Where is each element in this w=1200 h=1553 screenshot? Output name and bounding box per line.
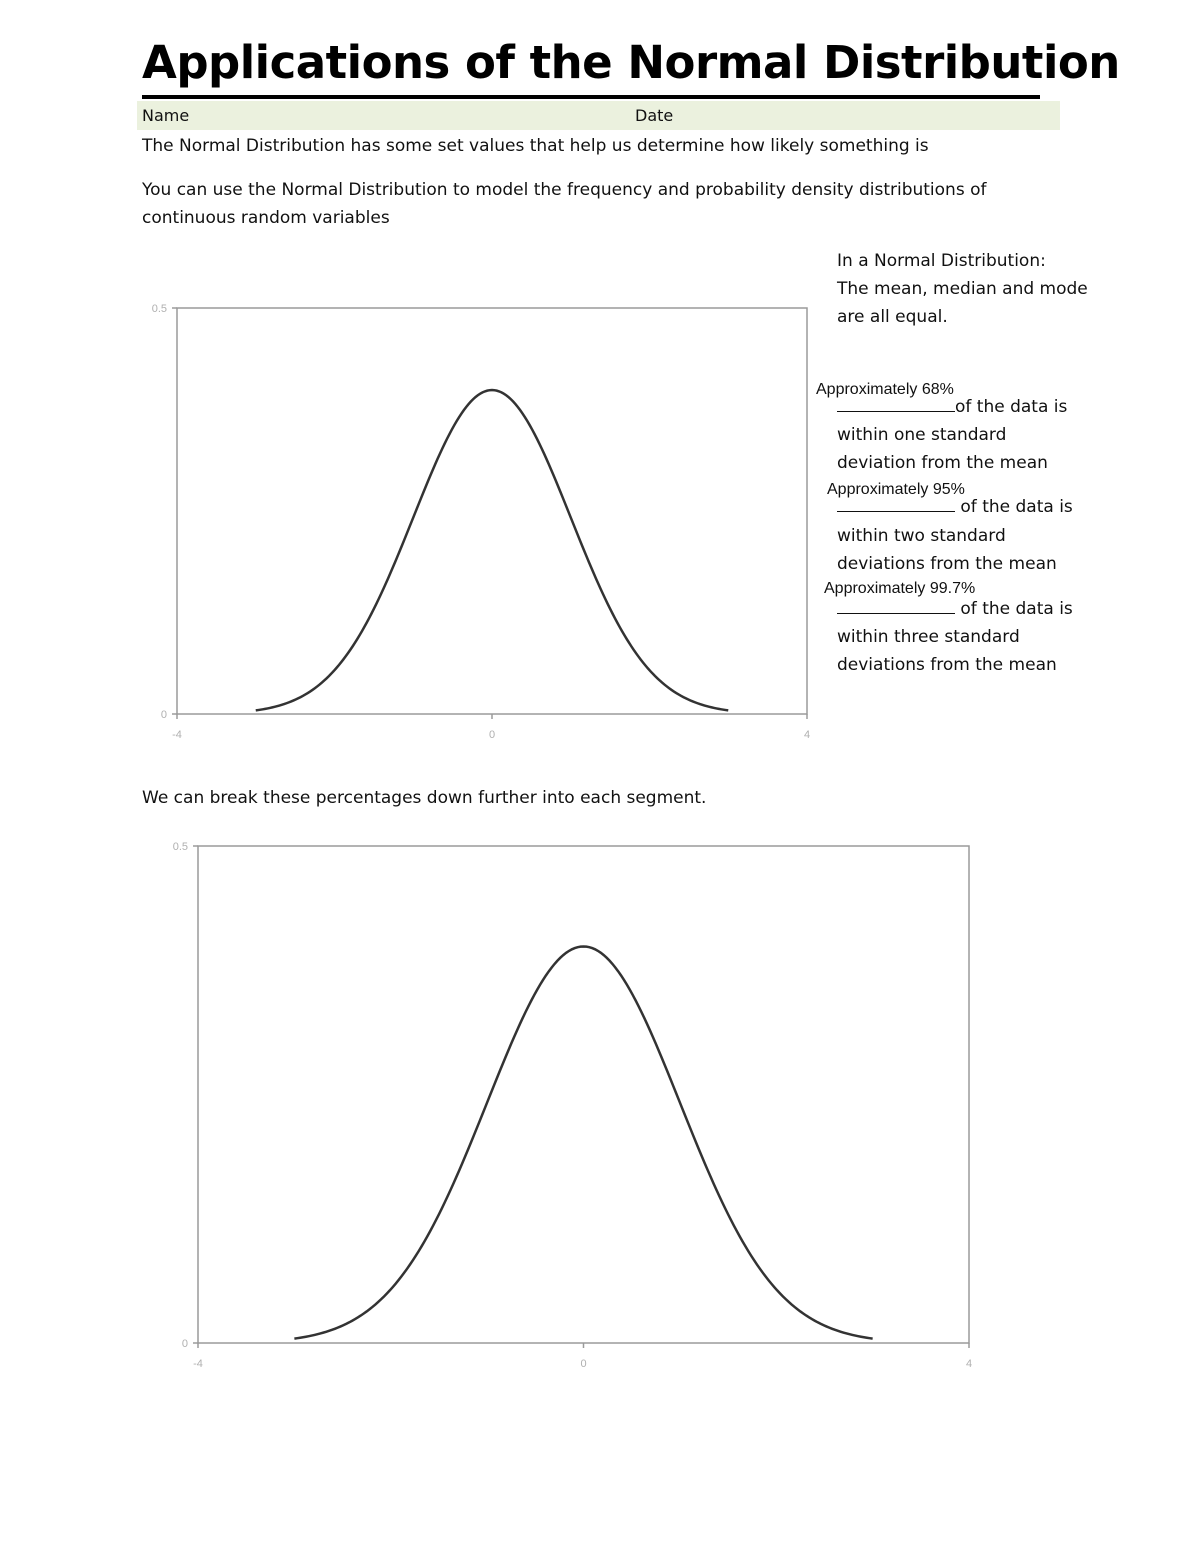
answer-99-7: Approximately 99.7%	[824, 580, 976, 597]
rule-2-line-1: within two standard	[837, 526, 1006, 546]
side-heading-line-3: are all equal.	[837, 307, 948, 327]
chart-1-marks	[152, 303, 810, 741]
rule-2-lead: of the data is	[837, 493, 1073, 521]
answer-68: Approximately 68%	[816, 381, 954, 398]
segment-text: We can break these percentages down further into each segment.	[142, 788, 707, 808]
page-title: Applications of the Normal Distribution	[142, 36, 1120, 89]
x-tick-label: -4	[193, 1358, 203, 1370]
model-text-line-1: You can use the Normal Distribution to model the frequency and probability density distributions of	[142, 180, 987, 200]
plot-area	[177, 308, 807, 714]
y-tick-label: 0.5	[151, 303, 167, 315]
x-tick-label: 4	[803, 729, 811, 741]
rule-1-lead: of the data is	[837, 393, 1067, 421]
x-tick-label: 4	[965, 1358, 973, 1370]
x-tick-label: 0	[580, 1358, 587, 1370]
answer-95: Approximately 95%	[827, 481, 965, 498]
y-tick-label: 0	[160, 709, 167, 721]
intro-text: The Normal Distribution has some set values that help us determine how likely something is	[142, 136, 929, 156]
y-tick-label: 0.5	[172, 841, 188, 853]
side-heading-line-1: In a Normal Distribution:	[837, 251, 1046, 271]
side-heading-line-2: The mean, median and mode	[837, 279, 1088, 299]
date-label: Date	[635, 106, 674, 125]
x-tick-label: -4	[172, 729, 182, 741]
y-tick-label: 0	[181, 1338, 188, 1350]
rule-2-line-2: deviations from the mean	[837, 554, 1057, 574]
rule-1-line-2: deviation from the mean	[837, 453, 1048, 473]
normal-curve-series	[256, 390, 729, 710]
model-text-line-2: continuous random variables	[142, 208, 390, 228]
rule-3-line-1: within three standard	[837, 627, 1020, 647]
rule-3-line-2: deviations from the mean	[837, 655, 1057, 675]
rule-3-lead: of the data is	[837, 595, 1073, 623]
x-tick-label: 0	[488, 729, 496, 741]
rule-1-line-1: within one standard	[837, 425, 1007, 445]
name-label: Name	[142, 106, 190, 125]
